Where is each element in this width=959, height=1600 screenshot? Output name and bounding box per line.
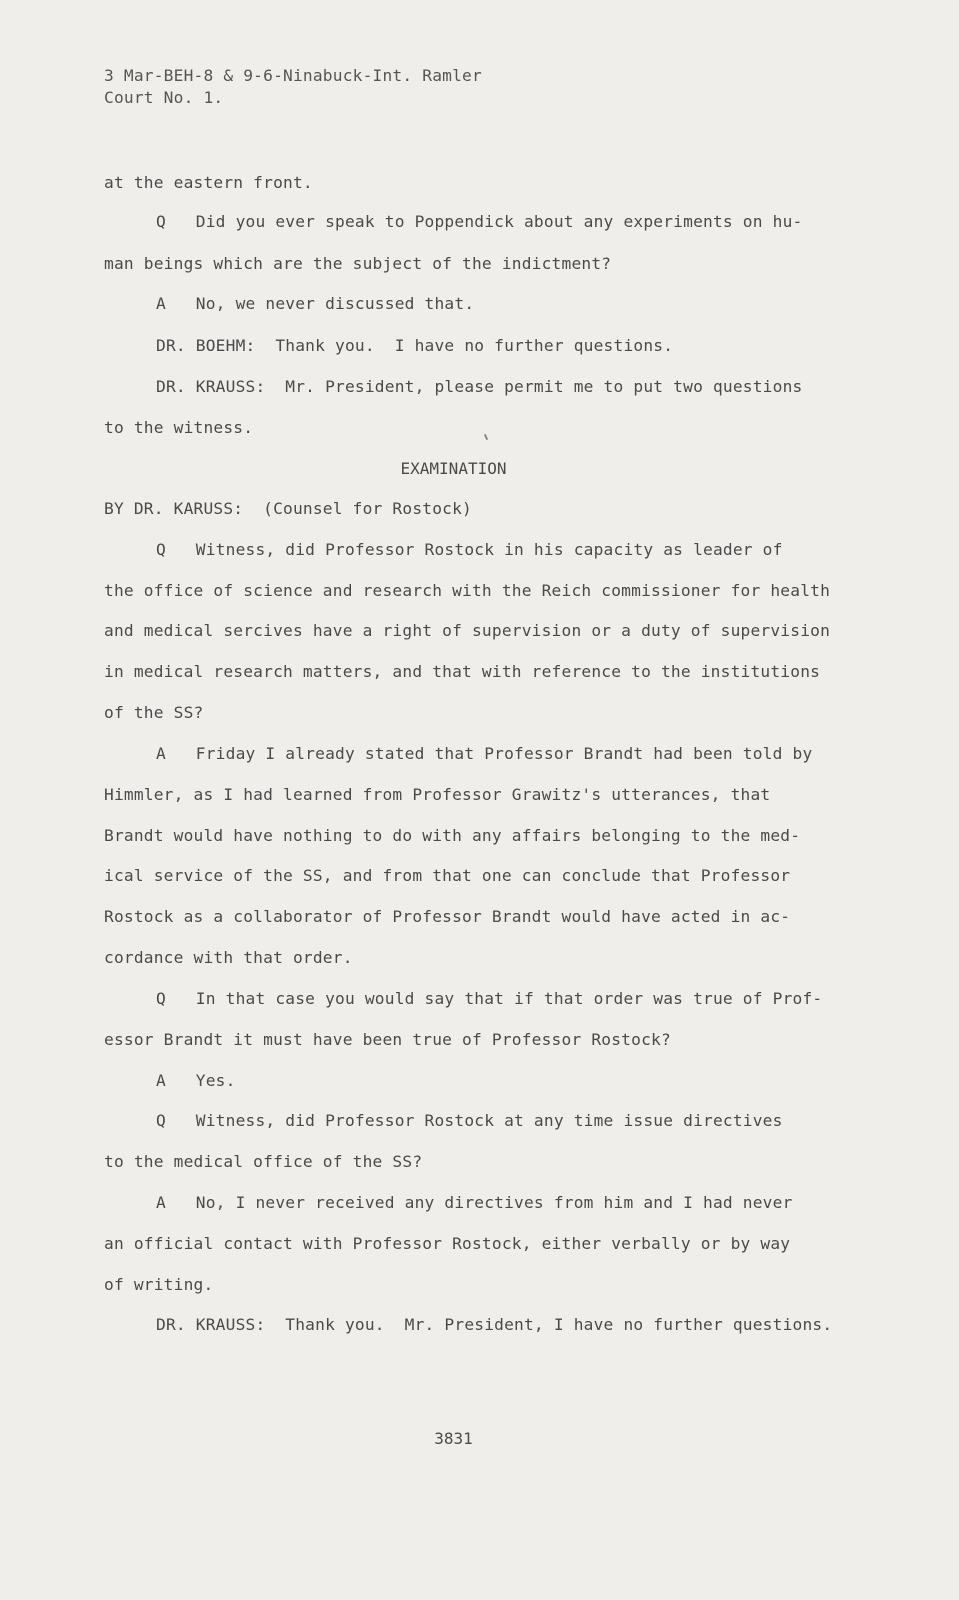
body-line: at the eastern front. xyxy=(104,173,313,192)
body-line: man beings which are the subject of the indictment? xyxy=(104,254,612,273)
body-line: Q Witness, did Professor Rostock at any time issue directives xyxy=(156,1111,783,1130)
body-line: A Yes. xyxy=(156,1071,236,1090)
body-line: Himmler, as I had learned from Professor Grawitz's utterances, that xyxy=(104,785,771,804)
body-line: BY DR. KARUSS: (Counsel for Rostock) xyxy=(104,499,472,518)
body-line: to the medical office of the SS? xyxy=(104,1152,423,1171)
body-line: cordance with that order. xyxy=(104,948,353,967)
page-number: 3831 xyxy=(434,1429,473,1448)
body-line: Rostock as a collaborator of Professor Brandt would have acted in ac- xyxy=(104,907,791,926)
body-line: to the witness. xyxy=(104,418,254,437)
section-title: EXAMINATION xyxy=(400,459,507,478)
body-line: ical service of the SS, and from that one can conclude that Professor xyxy=(104,866,791,885)
body-line: A No, I never received any directives from him and I had never xyxy=(156,1193,793,1212)
header-line-2: Court No. 1. xyxy=(104,88,224,107)
stray-mark xyxy=(484,434,488,440)
body-line: of the SS? xyxy=(104,703,204,722)
body-line: A Friday I already stated that Professor Brandt had been told by xyxy=(156,744,813,763)
body-line: and medical sercives have a right of supervision or a duty of supervision xyxy=(104,621,831,640)
body-line: the office of science and research with the Reich commissioner for health xyxy=(104,581,831,600)
body-line: Q Did you ever speak to Poppendick about any experiments on hu- xyxy=(156,212,803,231)
body-line: essor Brandt it must have been true of Professor Rostock? xyxy=(104,1030,671,1049)
header-line-1: 3 Mar-BEH-8 & 9-6-Ninabuck-Int. Ramler xyxy=(104,66,482,85)
body-line: DR. KRAUSS: Mr. President, please permit me to put two questions xyxy=(156,377,803,396)
body-line: an official contact with Professor Rostock, either verbally or by way xyxy=(104,1234,791,1253)
body-line: A No, we never discussed that. xyxy=(156,294,475,313)
body-line: DR. KRAUSS: Thank you. Mr. President, I have no further questions. xyxy=(156,1315,833,1334)
body-line: of writing. xyxy=(104,1275,214,1294)
body-line: DR. BOEHM: Thank you. I have no further questions. xyxy=(156,336,674,355)
body-line: Brandt would have nothing to do with any affairs belonging to the med- xyxy=(104,826,801,845)
body-line: in medical research matters, and that with reference to the institutions xyxy=(104,662,821,681)
body-line: Q In that case you would say that if that order was true of Prof- xyxy=(156,989,823,1008)
body-line: Q Witness, did Professor Rostock in his capacity as leader of xyxy=(156,540,783,559)
